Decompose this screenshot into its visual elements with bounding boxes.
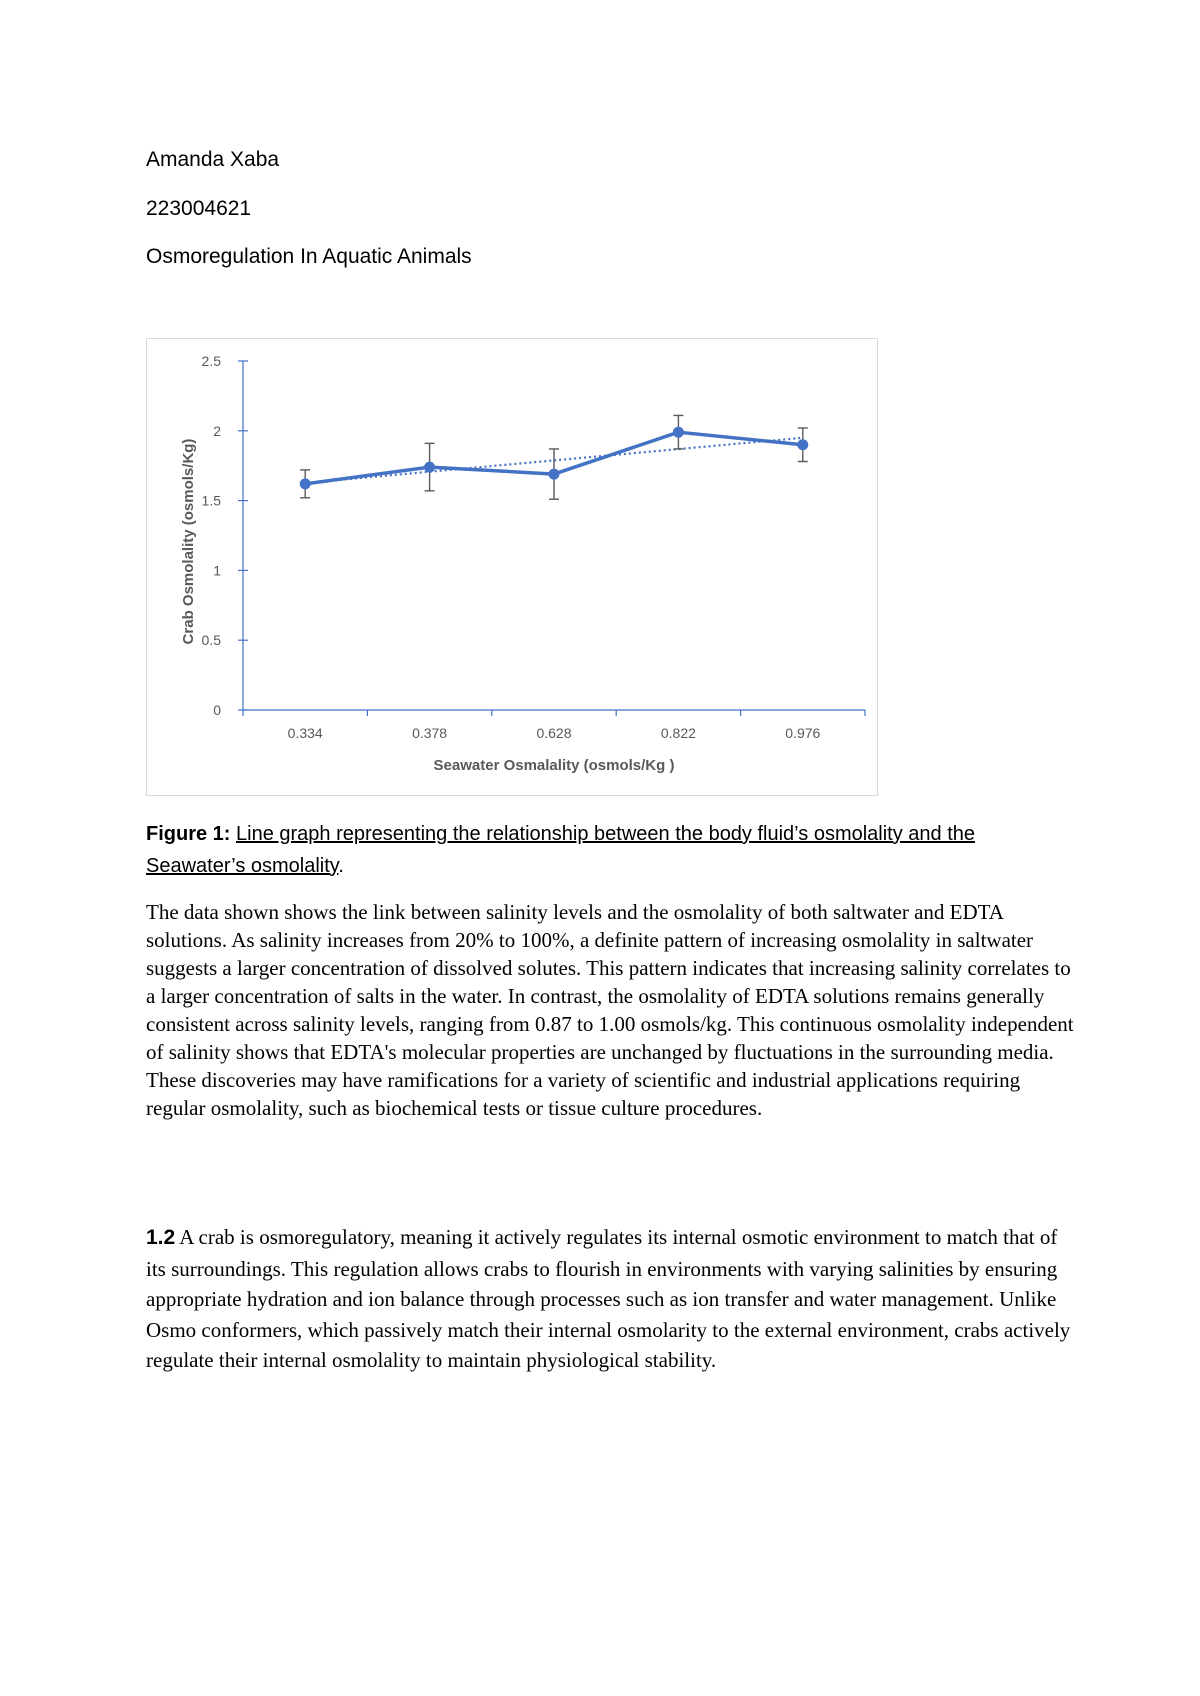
x-tick-label: 0.628 — [536, 725, 572, 741]
figure-caption — [146, 818, 1066, 882]
x-tick-label: 0.334 — [287, 725, 323, 741]
y-tick-label: 1.5 — [201, 492, 221, 509]
y-tick-label: 0.5 — [201, 632, 221, 649]
data-point — [673, 427, 683, 437]
data-point — [425, 462, 435, 472]
data-point — [549, 469, 559, 479]
x-tick-label: 0.976 — [785, 725, 821, 741]
figure-label: Figure 1: — [146, 823, 231, 845]
author-name: Amanda Xaba — [146, 148, 280, 171]
document-title: Osmoregulation In Aquatic Animals — [146, 245, 472, 268]
y-tick-label: 2.5 — [201, 353, 221, 369]
student-number: 223004621 — [146, 197, 252, 220]
question-number: 1.2 — [146, 1226, 176, 1249]
figure-caption-end: . — [338, 855, 344, 877]
paragraph-question-1-2 — [146, 1222, 1076, 1376]
chart-frame — [146, 338, 878, 796]
paragraph-discussion: The data shown shows the link between salinity levels and the osmolality of both saltwater and EDTA solutions. As salinity increases from 20% to 100%, a definite pattern of increasing osmolality in saltwater suggests a larger concentration of dissolved solutes. This pattern indicates that increasing salinity correlates to a larger concentration of salts in the water. In contrast, the osmolality of EDTA solutions remains generally consistent across salinity levels, ranging from 0.87 to 1.00 osmols/kg. This continuous osmolality independent of salinity shows that EDTA's molecular properties are unchanged by fluctuations in the surrounding media. These discoveries may have ramifications for a variety of scientific and industrial applications requiring regular osmolality, such as biochemical tests or tissue culture procedures. — [146, 900, 1074, 1120]
data-point — [798, 440, 808, 450]
x-tick-label: 0.378 — [412, 725, 448, 741]
y-tick-label: 0 — [213, 702, 221, 718]
question-answer-text: A crab is osmoregulatory, meaning it actively regulates its internal osmotic environment to match that of its surroundings. This regulation allows crabs to flourish in environments with varying salinities by ensuring appropriate hydration and ion balance through processes such as ion transfer and water management. Unlike Osmo conformers, which passively match their internal osmolarity to the external environment, crabs actively regulate their internal osmolality to maintain physiological stability. — [146, 1225, 1071, 1372]
figure-caption-text: Line graph representing the relationship between the body fluid’s osmolality and the Seawater’s osmolality — [146, 823, 976, 877]
line-chart — [147, 339, 877, 795]
x-tick-label: 0.822 — [660, 725, 696, 741]
y-tick-label: 2 — [213, 422, 221, 439]
y-axis-title: Crab Osmolality (osmols/Kg) — [180, 438, 197, 645]
y-tick-label: 1 — [213, 562, 221, 579]
data-point — [300, 479, 310, 489]
x-axis-title: Seawater Osmalality (osmols/Kg ) — [433, 757, 675, 774]
